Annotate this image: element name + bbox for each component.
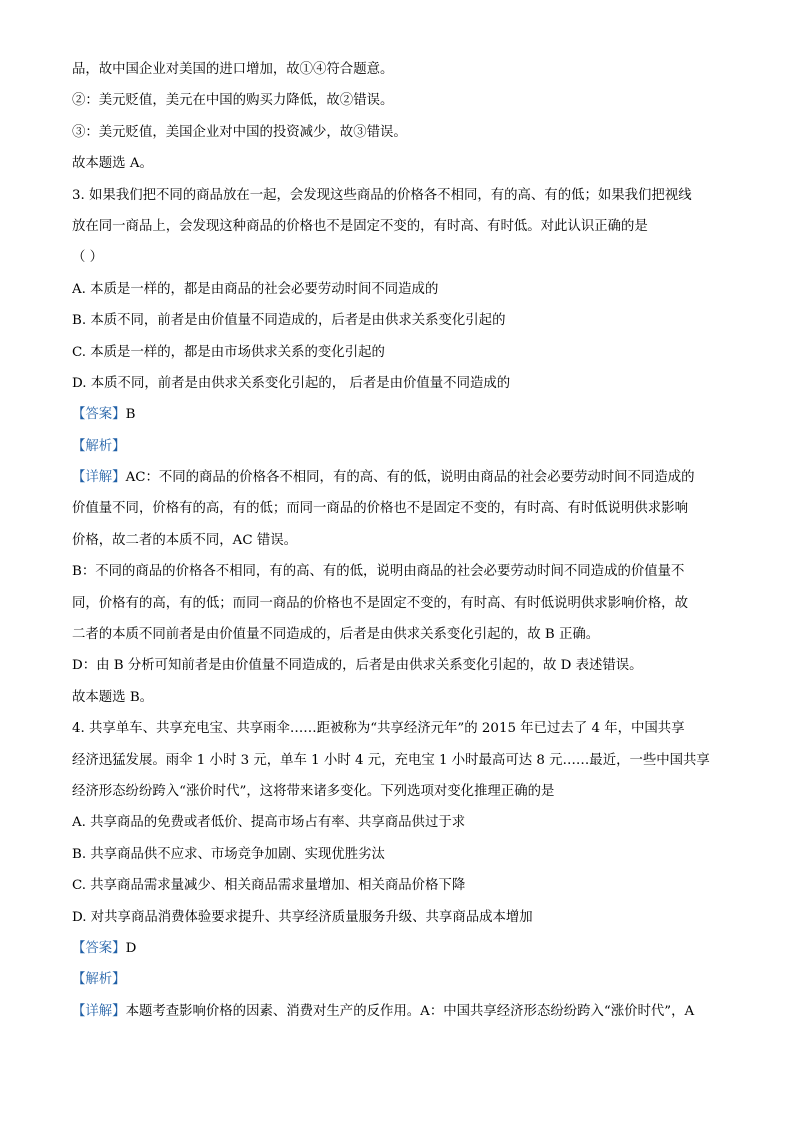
- line-text: 经济迅猛发展。雨伞 1 小时 3 元，单车 1 小时 4 元，充电宝 1 小时最高可达 8 元……最近，一些中国共享: [72, 752, 710, 768]
- text-line: [72, 60, 732, 91]
- text-line: [72, 1002, 732, 1033]
- text-line: [72, 154, 732, 185]
- text-line: [72, 468, 732, 499]
- line-text: C. 共享商品需求量减少、相关商品需求量增加、相关商品价格下降: [72, 878, 466, 894]
- text-line: [72, 970, 732, 1001]
- text-line: [72, 311, 732, 342]
- text-line: [72, 625, 732, 656]
- text-line: [72, 405, 732, 436]
- line-text: B：不同的商品的价格各不相同，有的高、有的低，说明由商品的社会必要劳动时间不同造成的价值量不: [72, 564, 685, 580]
- line-text: B: [125, 407, 136, 423]
- line-text: 放在同一商品上，会发现这种商品的价格也不是固定不变的，有时高、有时低。对此认识正确的是: [72, 218, 648, 234]
- text-line: [72, 531, 732, 562]
- text-line: [72, 562, 732, 593]
- text-line: [72, 280, 732, 311]
- text-line: [72, 123, 732, 154]
- section-tag: 【解析】: [72, 438, 126, 454]
- text-line: [72, 437, 732, 468]
- section-tag: 【详解】: [72, 470, 126, 486]
- line-text: D. 对共享商品消费体验要求提升、共享经济质量服务升级、共享商品成本增加: [72, 909, 533, 925]
- line-text: （ ）: [72, 250, 104, 266]
- line-text: 3. 如果我们把不同的商品放在一起，会发现这些商品的价格各不相同，有的高、有的低；如果我们把视线: [72, 187, 692, 203]
- line-text: A. 本质是一样的，都是由商品的社会必要劳动时间不同造成的: [72, 281, 439, 297]
- line-text: 品，故中国企业对美国的进口增加，故①④符合题意。: [72, 62, 394, 77]
- text-line: [72, 499, 732, 530]
- text-line: [72, 939, 732, 970]
- line-text: ②：美元贬值，美元在中国的购买力降低，故②错误。: [72, 93, 394, 109]
- line-text: A. 共享商品的免费或者低价、提高市场占有率、共享商品供过于求: [72, 815, 466, 831]
- text-line: [72, 248, 732, 279]
- line-text: 价格，故二者的本质不同，AC 错误。: [72, 532, 298, 548]
- section-tag: 【答案】: [72, 940, 126, 956]
- text-line: [72, 374, 732, 405]
- text-line: [72, 186, 732, 217]
- line-text: 本题考查影响价格的因素、消费对生产的反作用。A：中国共享经济形态纷纷跨入“涨价时代”，A: [125, 1003, 695, 1019]
- text-line: [72, 343, 732, 374]
- line-text: B. 共享商品供不应求、市场竞争加剧、实现优胜劣汰: [72, 846, 385, 862]
- line-text: D. 本质不同，前者是由供求关系变化引起的， 后者是由价值量不同造成的: [72, 375, 511, 391]
- text-line: [72, 908, 732, 939]
- line-text: 4. 共享单车、共享充电宝、共享雨伞……距被称为“共享经济元年”的 2015 年已过去了 4 年，中国共享: [72, 721, 685, 737]
- line-text: B. 本质不同，前者是由价值量不同造成的，后者是由供求关系变化引起的: [72, 313, 506, 329]
- section-tag: 【答案】: [72, 407, 126, 423]
- text-line: [72, 91, 732, 122]
- text-line: [72, 594, 732, 625]
- text-line: [72, 876, 732, 907]
- line-text: D：由 B 分析可知前者是由价值量不同造成的，后者是由供求关系变化引起的，故 D 表述错误。: [72, 658, 643, 674]
- text-line: [72, 751, 732, 782]
- line-text: D: [125, 940, 137, 956]
- line-text: 经济形态纷纷跨入“涨价时代”，这将带来诸多变化。下列选项对变化推理正确的是: [72, 783, 555, 799]
- text-line: [72, 813, 732, 844]
- section-tag: 【详解】: [72, 1003, 126, 1019]
- text-line: [72, 719, 732, 750]
- text-line: [72, 217, 732, 248]
- line-text: ③：美元贬值，美国企业对中国的投资减少，故③错误。: [72, 124, 407, 140]
- line-text: 同，价格有的高，有的低；而同一商品的价格也不是固定不变的，有时高、有时低说明供求影响价格，故: [72, 595, 688, 611]
- line-text: 价值量不同，价格有的高，有的低；而同一商品的价格也不是固定不变的，有时高、有时低说明供求影响: [72, 501, 688, 517]
- section-tag: 【解析】: [72, 972, 126, 988]
- line-text: 二者的本质不同前者是由价值量不同造成的，后者是由供求关系变化引起的，故 B 正确。: [72, 627, 600, 643]
- document-page: [72, 60, 732, 1033]
- line-text: 故本题选 A。: [72, 156, 153, 172]
- line-text: AC：不同的商品的价格各不相同，有的高、有的低，说明由商品的社会必要劳动时间不同造成的: [125, 470, 695, 486]
- line-text: 故本题选 B。: [72, 689, 154, 705]
- text-line: [72, 845, 732, 876]
- text-line: [72, 656, 732, 687]
- text-line: [72, 688, 732, 719]
- line-text: C. 本质是一样的，都是由市场供求关系的变化引起的: [72, 344, 385, 360]
- text-line: [72, 782, 732, 813]
